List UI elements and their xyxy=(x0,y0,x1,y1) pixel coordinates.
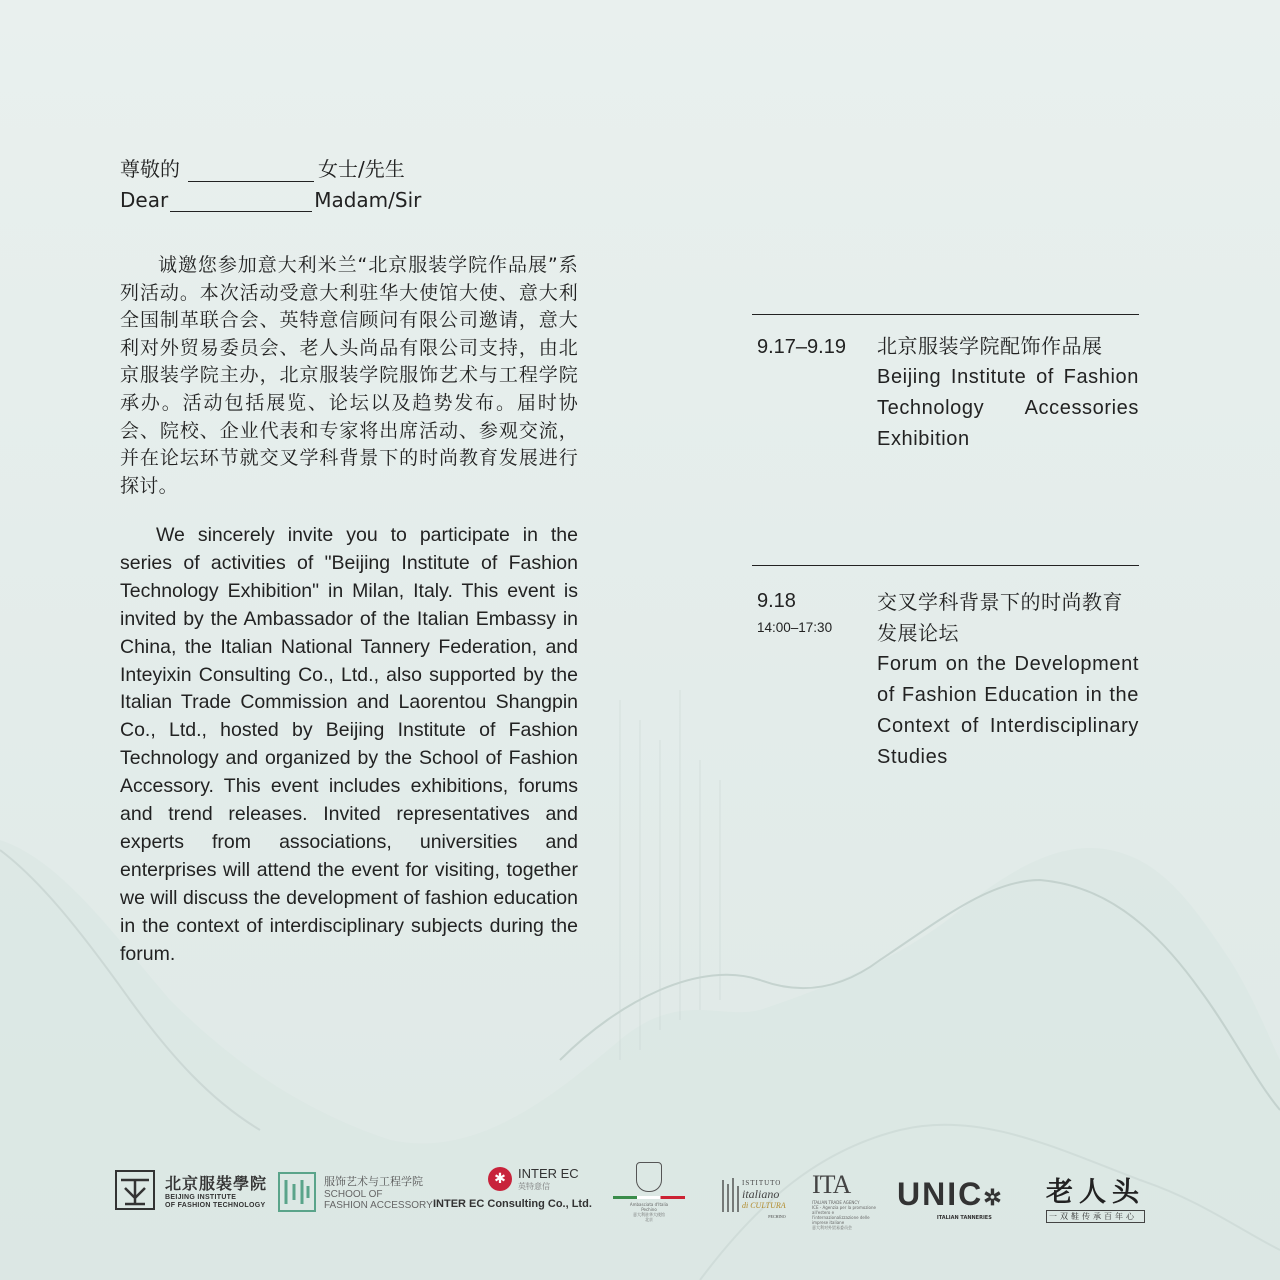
italian-embassy-logo xyxy=(613,1162,685,1222)
bift-logo xyxy=(115,1170,267,1210)
laorentou-name: 老人头 xyxy=(1046,1177,1145,1208)
iic-line-2: italiano xyxy=(742,1187,780,1201)
iic-logo xyxy=(720,1172,804,1220)
event-date: 9.18 xyxy=(757,590,796,612)
ita-line-2: ICE - Agenzia per la promozione all'estero e xyxy=(812,1205,876,1215)
unic-logo xyxy=(897,1177,1004,1221)
invitation-body-en: We sincerely invite you to participate in the series of activities of "Beijing Institute of Fashion Technology Exhibition" in Milan, Italy. This event is invited by the Ambassador of the Italian Embassy in China, the Italian National Tannery Federation, and Inteyixin Consulting Co., Ltd., also supported by the Italian Trade Commission and Laorentou Shangpin Co., Ltd., hosted by Beijing Institute of Fashion Technology and organized by the School of Fashion Accessory. This event includes exhibitions, forums and trend releases. Invited representatives and experts from associations, universities and enterprises will attend the event for visiting, together we will discuss the development of fashion education in the context of interdisciplinary subjects during the forum. xyxy=(120,524,578,965)
laorentou-slogan: 一双鞋传承百年心 xyxy=(1046,1210,1145,1223)
school-name-en-1: SCHOOL OF xyxy=(324,1189,383,1200)
name-blank-line xyxy=(188,164,314,182)
italy-flag-stripe xyxy=(613,1196,685,1199)
event-title-en: Beijing Institute of Fashion Technology Accessories Exhibition xyxy=(877,366,1139,450)
iic-line-1: ISTITUTO xyxy=(742,1179,782,1187)
iic-bars-icon xyxy=(720,1176,740,1216)
iic-line-4: PECHINO xyxy=(768,1214,786,1219)
italy-emblem-icon xyxy=(636,1162,662,1192)
salutation-en-suffix: Madam/Sir xyxy=(314,188,422,212)
interec-name-cn: 英特意信 xyxy=(518,1182,550,1191)
ita-line-4: 意大利对外贸易委员会 xyxy=(812,1225,852,1230)
ita-logo xyxy=(812,1170,882,1230)
interec-full-name: INTER EC Consulting Co., Ltd. xyxy=(433,1198,592,1210)
salutation-en-prefix: Dear xyxy=(120,188,169,212)
school-name-cn: 服饰艺术与工程学院 xyxy=(324,1175,423,1188)
school-name-en-2: FASHION ACCESSORY xyxy=(324,1200,433,1211)
unic-name: UNIC xyxy=(897,1176,984,1212)
ita-name: ITA xyxy=(812,1170,851,1199)
school-emblem-icon xyxy=(278,1172,316,1212)
salutation-cn-suffix: 女士/先生 xyxy=(318,157,405,181)
embassy-line-1: Ambasciata d'Italia xyxy=(629,1202,669,1207)
ita-line-3: l'internazionalizzazione delle imprese italiane xyxy=(812,1215,870,1225)
bift-emblem-icon xyxy=(115,1170,155,1210)
event-title-cn: 北京服装学院配饰作品展 xyxy=(877,334,1103,358)
iic-line-3: di CULTURA xyxy=(742,1201,786,1210)
event-title-cn: 交叉学科背景下的时尚教育发展论坛 xyxy=(877,590,1123,645)
ita-line-1: ITALIAN TRADE AGENCY xyxy=(812,1200,860,1205)
event-divider xyxy=(752,565,1139,566)
interec-logo xyxy=(433,1166,592,1210)
salutation-cn-prefix: 尊敬的 xyxy=(120,157,180,181)
name-blank-line xyxy=(170,194,312,212)
bift-name-en-1: BEIJING INSTITUTE xyxy=(165,1193,237,1201)
unic-sub: ITALIAN TANNERIES xyxy=(936,1215,992,1221)
embassy-line-2: Pechino xyxy=(641,1207,657,1212)
interec-star-icon: ✱ xyxy=(488,1167,512,1191)
interec-name: INTER EC xyxy=(518,1166,579,1181)
school-logo xyxy=(278,1172,433,1212)
bift-name-en-2: OF FASHION TECHNOLOGY xyxy=(165,1201,266,1209)
embassy-line-3: 意大利驻华大使馆 xyxy=(633,1212,665,1217)
event-title-en: Forum on the Development of Fashion Education in the Context of Interdisciplinary Studies xyxy=(877,653,1139,768)
event-date: 9.17–9.19 xyxy=(757,336,846,358)
unic-star-icon: ✲ xyxy=(983,1185,1004,1210)
event-time: 14:00–17:30 xyxy=(757,620,833,635)
event-divider xyxy=(752,314,1139,315)
embassy-line-4: 北京 xyxy=(645,1217,653,1222)
salutation-cn xyxy=(120,153,405,182)
salutation-en xyxy=(120,188,421,212)
invitation-body-cn: 诚邀您参加意大利米兰“北京服装学院作品展”系列活动。本次活动受意大利驻华大使馆大使、意大利全国制革联合会、英特意信顾问有限公司邀请，意大利对外贸易委员会、老人头尚品有限公司支持，由北京服装学院主办，北京服装学院服饰艺术与工程学院承办。活动包括展览、论坛以及趋势发布。届时协会、院校、企业代表和专家将出席活动、参观交流，并在论坛环节就交叉学科背景下的时尚教育发展进行探讨。 xyxy=(120,254,578,497)
bift-name-cn: 北京服裝學院 xyxy=(165,1173,268,1193)
laorentou-logo xyxy=(1046,1178,1145,1223)
